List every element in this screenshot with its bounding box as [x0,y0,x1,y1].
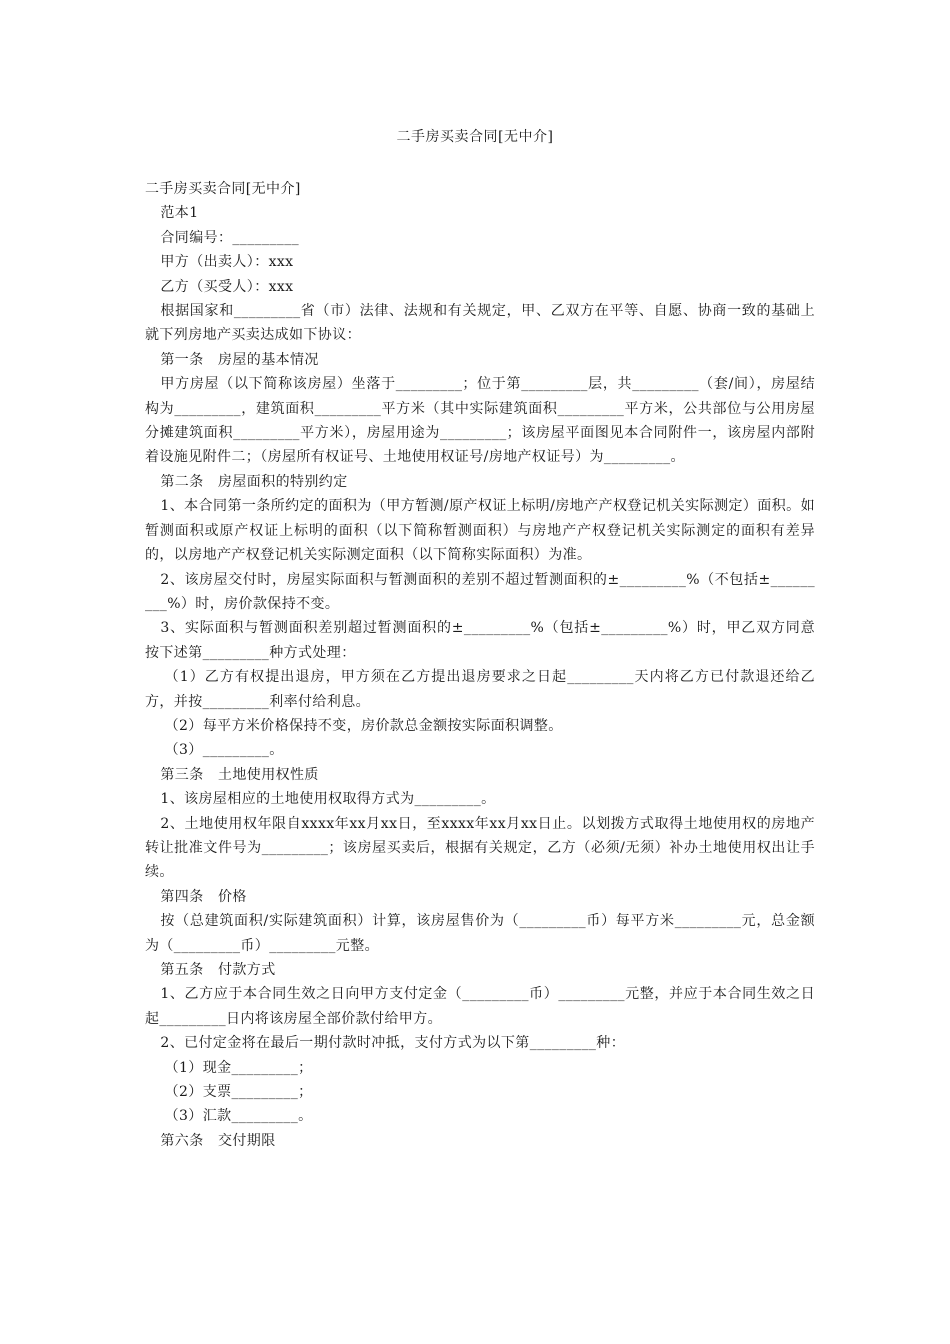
paragraph: （3）_________。 [164,742,284,759]
paragraph: （2）每平方米价格保持不变，房价款总金额按实际面积调整。 [164,717,563,734]
paragraph: （2）支票_________； [164,1084,313,1101]
paragraph: 第六条 交付期限 [160,1132,276,1149]
paragraph: 1、该房屋相应的土地使用权取得方式为_________。 [160,791,496,808]
paragraph: 根据国家和_________省（市）法律、法规和有关规定，甲、乙双方在平等、自愿、协商一致的基础上就下列房地产买卖达成如下协议： [145,303,815,344]
paragraph: 1、本合同第一条所约定的面积为（甲方暂测/原产权证上标明/房地产产权登记机关实际测定）面积。如暂测面积或原产权证上标明的面积（以下简称暂测面积）与房地产产权登记机关实际测定的面积有差异的，以房地产产权登记机关实际测定面积（以下简称实际面积）为准。 [145,498,815,564]
document-body [145,177,815,1153]
paragraph: 第五条 付款方式 [160,962,276,978]
paragraph: 甲方房屋（以下简称该房屋）坐落于_________；位于第_________层，共_________（套/间），房屋结构为_________，建筑面积_________平方米（其中实际建筑面积_________平方米，公共部位与公用房屋分摊建筑面积_________平方米），房屋用途为_________；该房屋平面图见本合同附件一，该房屋内部附着设施见附件二；（房屋所有权证号、土地使用权证号/房地产权证号）为_________。 [145,376,815,466]
paragraph: 2、该房屋交付时，房屋实际面积与暂测面积的差别不超过暂测面积的±_________%（不包括±_________%）时，房价款保持不变。 [145,571,815,612]
paragraph: 第三条 土地使用权性质 [160,766,319,783]
paragraph: 甲方（出卖人）：xxx [160,254,294,271]
document-title: 二手房买卖合同[无中介] [396,129,554,145]
paragraph: 二手房买卖合同[无中介] [145,181,301,197]
paragraph: 3、实际面积与暂测面积差别超过暂测面积的±_________%（包括±_________%）时，甲乙双方同意按下述第_________种方式处理： [145,620,815,661]
paragraph: 第四条 价格 [160,888,247,905]
paragraph: 合同编号：_________ [160,229,299,246]
paragraph: 按（总建筑面积/实际建筑面积）计算，该房屋售价为（_________币）每平方米_________元，总金额为（_________币）_________元整。 [145,913,815,954]
paragraph: （1）乙方有权提出退房，甲方须在乙方提出退房要求之日起_________天内将乙方已付款退还给乙方，并按_________利率付给利息。 [145,669,815,710]
paragraph: 乙方（买受人）：xxx [160,278,294,295]
paragraph: 2、土地使用权年限自xxxx年xx月xx日，至xxxx年xx月xx日止。以划拨方式取得土地使用权的房地产转让批准文件号为_________；该房屋买卖后，根据有关规定，乙方（必须/无须）补办土地使用权出让手续。 [145,815,815,881]
paragraph: （3）汇款_________。 [164,1108,313,1125]
paragraph: 2、已付定金将在最后一期付款时冲抵，支付方式为以下第_________种： [160,1035,626,1052]
paragraph: 第二条 房屋面积的特别约定 [160,473,348,490]
paragraph: 第一条 房屋的基本情况 [160,351,319,368]
paragraph: 范本1 [160,205,199,222]
paragraph: （1）现金_________； [164,1059,313,1076]
paragraph: 1、乙方应于本合同生效之日向甲方支付定金（_________币）_________元整，并应于本合同生效之日起_________日内将该房屋全部价款付给甲方。 [145,986,815,1027]
